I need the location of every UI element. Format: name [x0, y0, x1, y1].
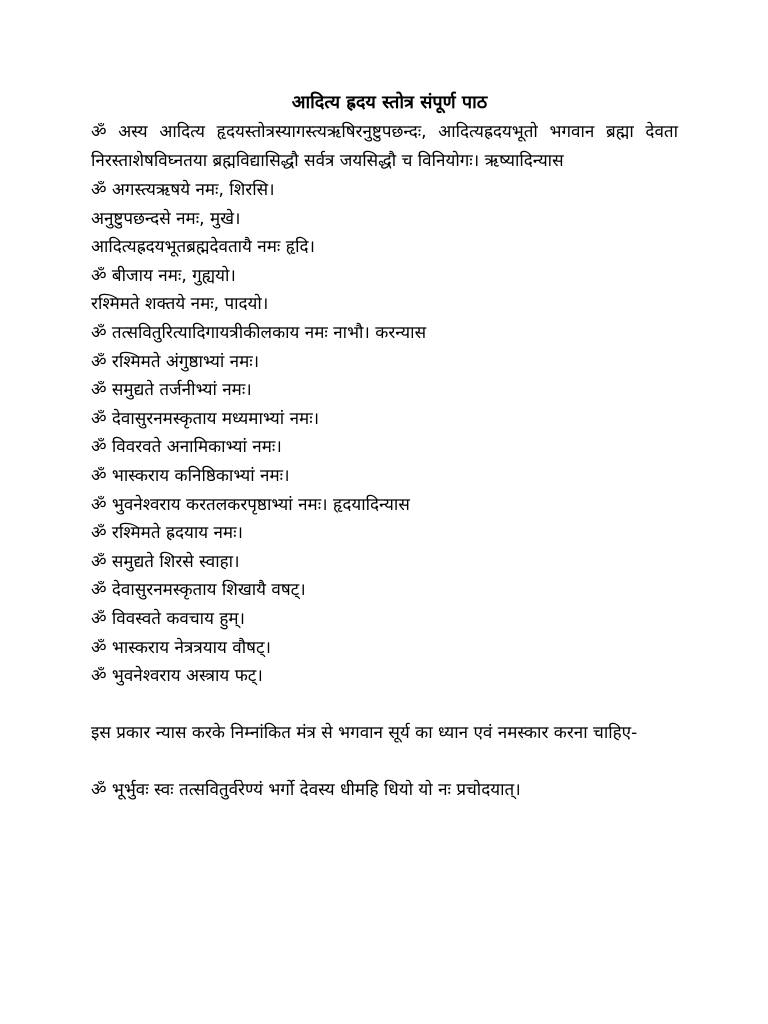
gayatri-mantra: ॐ भूर्भुवः स्वः तत्सवितुर्वरेण्यं भर्गो देवस्य धीमहि धियो यो नः प्रचोदयात्।	[91, 779, 521, 800]
text-line: ॐ बीजाय नमः, गुह्ययो।	[91, 265, 236, 286]
document-page	[91, 88, 678, 804]
instruction-paragraph: इस प्रकार न्यास करके निम्नांकित मंत्र से भगवान सूर्य का ध्यान एवं नमस्कार करना चाहिए-	[91, 722, 638, 743]
text-line: ॐ समुद्यते तर्जनीभ्यां नमः।	[91, 380, 252, 401]
text-line: ॐ भास्कराय कनिष्ठिकाभ्यां नमः।	[91, 465, 290, 486]
text-line: ॐ समुद्यते शिरसे स्वाहा।	[91, 551, 240, 572]
text-line: ॐ भुवनेश्वराय अस्त्राय फट्।	[91, 666, 263, 687]
text-line: अनुष्टुपछन्दसे नमः, मुखे।	[91, 208, 241, 229]
text-line: ॐ भुवनेश्वराय करतलकरपृष्ठाभ्यां नमः। हृदयादिन्यास	[91, 494, 410, 515]
paragraph-spacer	[91, 748, 678, 776]
intro-paragraph: ॐ अस्य आदित्य हृदयस्तोत्रस्यागस्त्यऋषिरनुष्टुपछन्दः, आदित्यह्रदयभूतो भगवान ब्रह्मा देवता निरस्ताशेषविघ्नतया ब्रह्मविद्यासिद्धौ सर्वत्र जयसिद्धौ च विनियोगः। ऋष्यादिन्यास	[91, 122, 678, 171]
paragraph-spacer	[91, 691, 678, 719]
text-line: ॐ विवरवते अनामिकाभ्यां नमः।	[91, 437, 282, 458]
text-line: ॐ अगस्त्यऋषये नमः, शिरसि।	[91, 180, 275, 200]
text-line: ॐ तत्सवितुरित्यादिगायत्रीकीलकाय नमः नाभौ। करन्यास	[91, 322, 427, 343]
document-title: आदित्य ह्रदय स्तोत्र संपूर्ण पाठ	[291, 92, 488, 113]
text-line: ॐ रश्मिमते अंगुष्ठाभ्यां नमः।	[91, 351, 260, 372]
text-line: ॐ देवासुरनमस्कृताय शिखायै वषट्।	[91, 580, 306, 601]
text-line: ॐ देवासुरनमस्कृताय मध्यमाभ्यां नमः।	[91, 408, 320, 429]
text-line: आदित्यह्रदयभूतब्रह्मदेवतायै नमः हृदि।	[91, 237, 315, 258]
text-line: रश्मिमते शक्तये नमः, पादयो।	[91, 294, 269, 315]
text-line: ॐ भास्कराय नेत्रत्रयाय वौषट्।	[91, 637, 271, 658]
text-line: ॐ रश्मिमते ह्रदयाय नमः।	[91, 523, 243, 544]
text-line: ॐ विवस्वते कवचाय हुम्।	[91, 608, 245, 629]
